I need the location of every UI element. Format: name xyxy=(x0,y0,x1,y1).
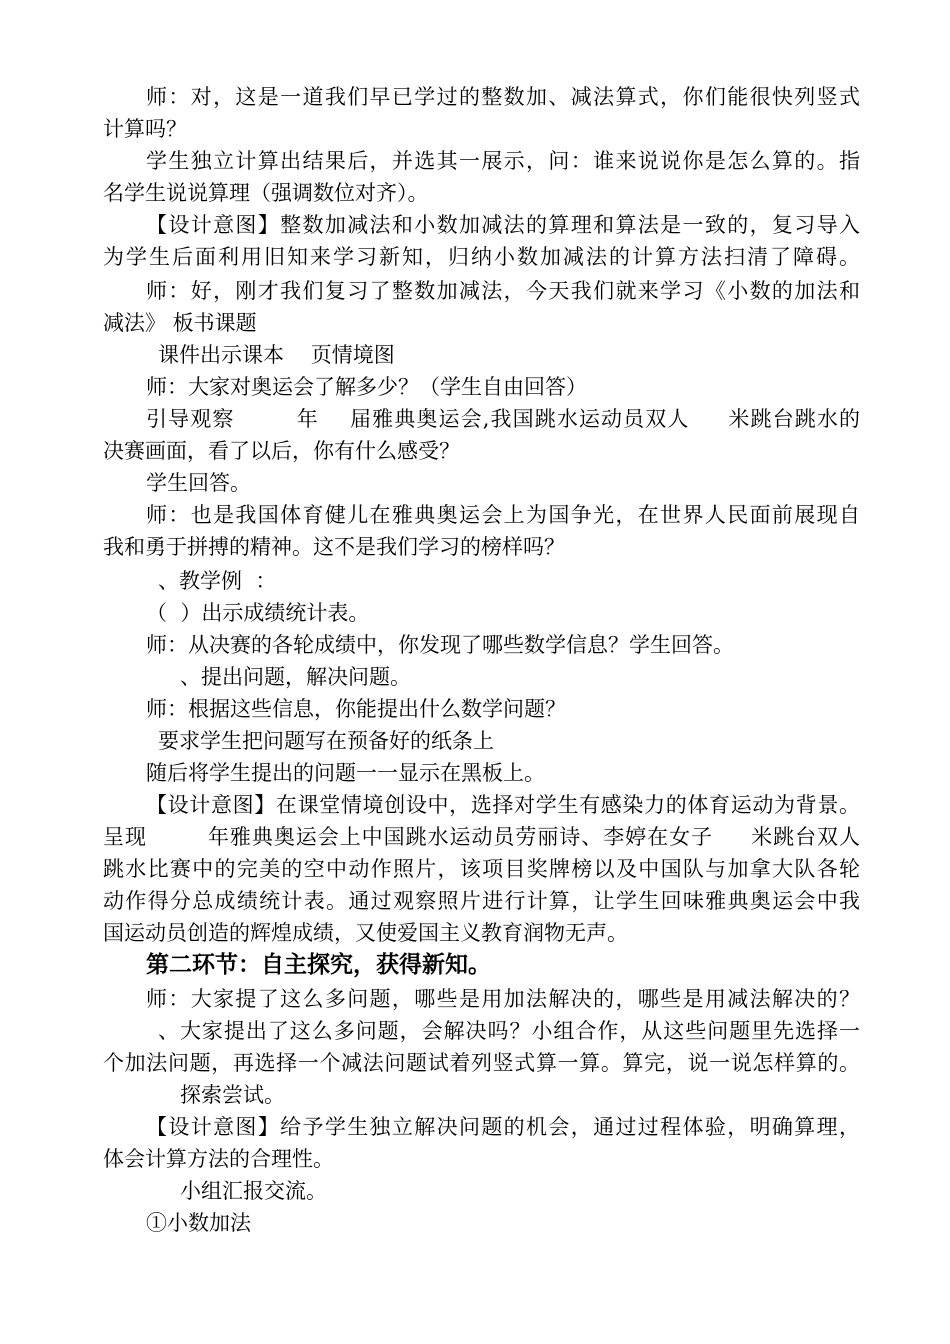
text-line: 决赛画面，看了以后，你有什么感受？ xyxy=(103,439,460,463)
text-line: ①小数加法 xyxy=(146,1211,251,1235)
text-line: 名学生说说算理（强调数位对齐）。 xyxy=(103,181,429,205)
text-line: 师：从决赛的各轮成绩中，你发现了哪些数学信息？学生回答。 xyxy=(146,633,734,657)
text-line: 呈现 年雅典奥运会上中国跳水运动员劳丽诗、李婷在女子 米跳台双人 xyxy=(103,825,860,849)
text-line: 学生回答。 xyxy=(146,471,251,495)
text-line: 师：也是我国体育健儿在雅典奥运会上为国争光，在世界人民面前展现自 xyxy=(146,503,860,527)
text-line: 师：根据这些信息，你能提出什么数学问题？ xyxy=(146,697,566,721)
text-line: 、提出问题，解决问题。 xyxy=(180,665,411,689)
text-line: 师：对，这是一道我们早已学过的整数加、减法算式，你们能很快列竖式 xyxy=(146,85,860,109)
text-line: 、大家提出了这么多问题，会解决吗？小组合作，从这些问题里先选择一 xyxy=(158,1019,860,1043)
text-line: 师：好，刚才我们复习了整数加减法，今天我们就来学习《小数的加法和 xyxy=(146,279,860,303)
text-line: 【设计意图】给予学生独立解决问题的机会，通过过程体验，明确算理， xyxy=(146,1115,860,1139)
text-line: 我和勇于拼搏的精神。这不是我们学习的榜样吗？ xyxy=(103,535,565,559)
text-line: 体会计算方法的合理性。 xyxy=(103,1147,334,1171)
text-line: 跳水比赛中的完美的空中动作照片，该项目奖牌榜以及中国队与加拿大队各轮 xyxy=(103,857,860,881)
text-line: 师：大家对奥运会了解多少？（学生自由回答） xyxy=(146,375,587,399)
section-heading: 第二环节：自主探究，获得新知。 xyxy=(146,952,491,978)
text-line: 课件出示课本 页情境图 xyxy=(158,343,395,367)
text-line: 个加法问题，再选择一个减法问题试着列竖式算一算。算完，说一说怎样算的。 xyxy=(103,1051,860,1075)
text-line: 计算吗？ xyxy=(103,117,187,141)
text-line: 国运动员创造的辉煌成绩，又使爱国主义教育润物无声。 xyxy=(103,921,628,945)
text-line: 探索尝试。 xyxy=(180,1083,285,1107)
text-line: （ ）出示成绩统计表。 xyxy=(146,601,370,625)
text-line: 师：大家提了这么多问题，哪些是用加法解决的，哪些是用减法解决的？ xyxy=(146,987,860,1011)
text-line: 小组汇报交流。 xyxy=(180,1179,327,1203)
text-line: 【设计意图】整数加减法和小数加减法的算理和算法是一致的，复习导入 xyxy=(146,213,860,237)
text-line: 要求学生把问题写在预备好的纸条上 xyxy=(158,729,494,753)
text-line: 动作得分总成绩统计表。通过观察照片进行计算，让学生回味雅典奥运会中我 xyxy=(103,889,860,913)
text-line: 随后将学生提出的问题一一显示在黑板上。 xyxy=(146,761,545,785)
text-line: 引导观察 年 届雅典奥运会,我国跳水运动员双人 米跳台跳水的 xyxy=(146,407,860,431)
text-line: 减法》 板书课题 xyxy=(103,311,257,335)
text-line: 为学生后面利用旧知来学习新知，归纳小数加减法的计算方法扫清了障碍。 xyxy=(103,245,860,269)
text-line: 学生独立计算出结果后，并选其一展示，问：谁来说说你是怎么算的。指 xyxy=(146,149,860,173)
text-line: 【设计意图】在课堂情境创设中，选择对学生有感染力的体育运动为背景。 xyxy=(146,793,860,817)
text-line: 、教学例 ： xyxy=(158,569,277,593)
